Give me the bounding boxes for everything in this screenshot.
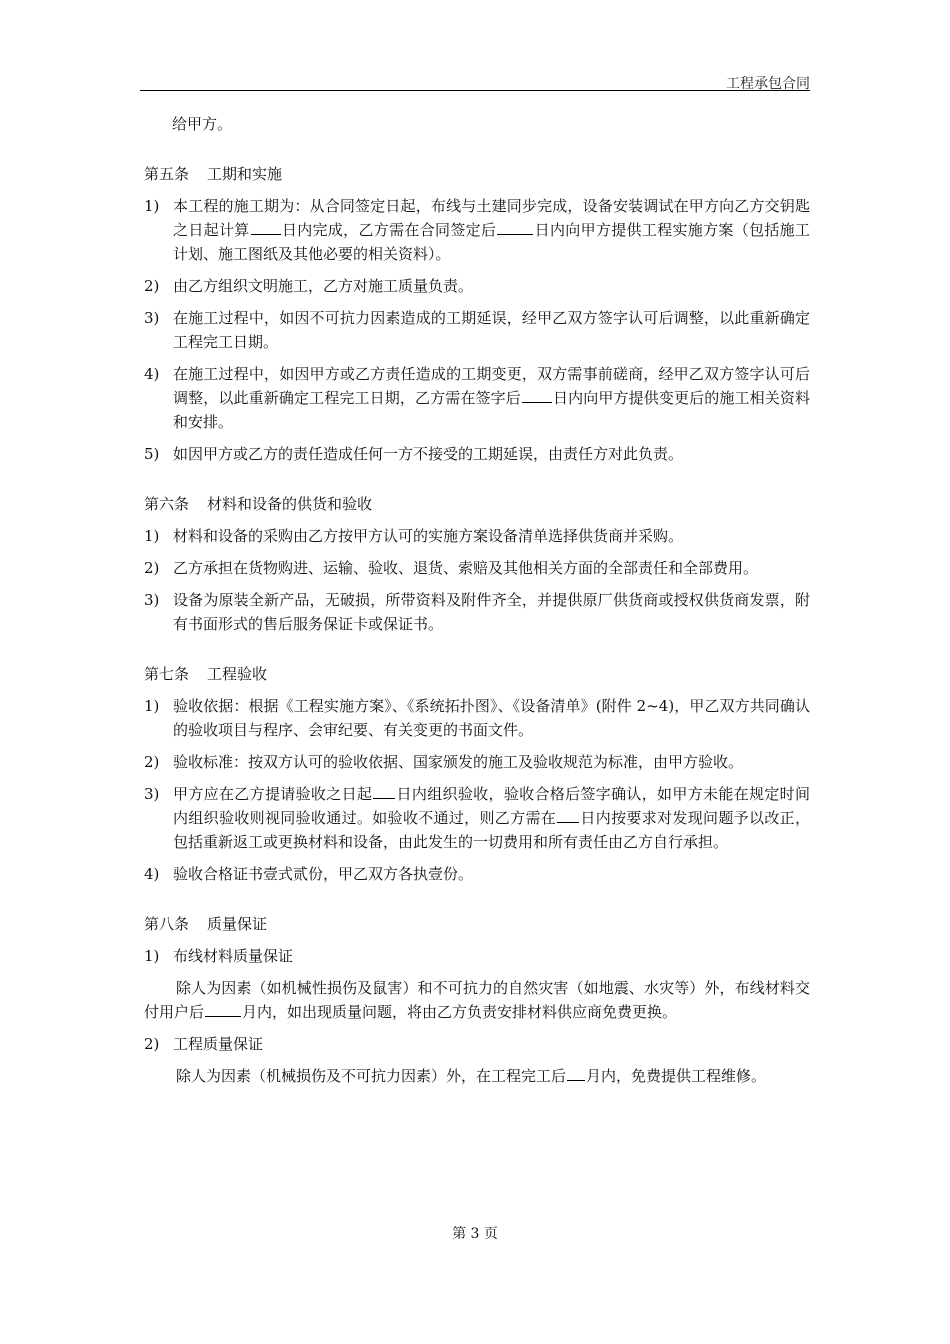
item-text: 由乙方组织文明施工，乙方对施工质量负责。 xyxy=(173,277,474,295)
list-item xyxy=(144,782,810,854)
paragraph xyxy=(144,1064,810,1088)
list-item xyxy=(144,694,810,742)
item-text: 验收合格证书壹式贰份，甲乙双方各执壹份。 xyxy=(173,865,474,883)
text-segment: 除人为因素（机械损伤及不可抗力因素）外，在工程完工后 xyxy=(176,1067,567,1085)
continuation-text: 给甲方。 xyxy=(172,115,233,133)
article-number: 第八条 xyxy=(144,915,190,933)
list-item xyxy=(144,556,810,580)
item-number: 3) xyxy=(144,309,160,327)
article-number: 第五条 xyxy=(144,165,190,183)
list-item xyxy=(144,1032,810,1056)
text-segment: 甲方应在乙方提请验收之日起 xyxy=(173,785,373,803)
item-number: 3) xyxy=(144,591,160,609)
item-text: 材料和设备的采购由乙方按甲方认可的实施方案设备清单选择供货商并采购。 xyxy=(173,527,684,545)
list-item xyxy=(144,194,810,266)
fill-blank xyxy=(205,1002,241,1017)
item-number: 4) xyxy=(144,865,160,883)
item-text: 如因甲方或乙方的责任造成任何一方不接受的工期延误，由责任方对此负责。 xyxy=(173,445,684,463)
list-item xyxy=(144,274,810,298)
header-title: 工程承包合同 xyxy=(726,76,810,92)
list-item xyxy=(144,750,810,774)
fill-blank xyxy=(557,808,579,823)
item-text: 乙方承担在货物购进、运输、验收、退货、索赔及其他相关方面的全部责任和全部费用。 xyxy=(173,559,759,577)
item-number: 5) xyxy=(144,445,160,463)
item-text xyxy=(173,782,810,854)
item-text xyxy=(173,362,810,434)
page-body xyxy=(144,112,810,1088)
list-item xyxy=(144,588,810,636)
item-text: 验收依据：根据《工程实施方案》、《系统拓扑图》、《设备清单》(附件 2~4)，甲乙双方共同确认的验收项目与程序、会审纪要、有关变更的书面文件。 xyxy=(173,697,810,739)
paragraph xyxy=(144,976,810,1024)
list-item xyxy=(144,306,810,354)
text-segment: 月内，免费提供工程维修。 xyxy=(586,1067,767,1085)
list-item xyxy=(144,362,810,434)
item-number: 3) xyxy=(144,785,160,803)
text-segment: 日内完成，乙方需在合同签定后 xyxy=(281,221,497,239)
text-segment: 日内组织验收，验收合格后签字确认，如甲方未能在规定时间内组织验收则视同验收通过。如验收不通过，则乙方需在 xyxy=(173,785,810,827)
item-text: 布线材料质量保证 xyxy=(173,947,294,965)
item-text: 工程质量保证 xyxy=(173,1035,264,1053)
text-segment: 除人为因素（如机械性损伤及鼠害）和不可抗力的自然灾害（如地震、水灾等）外，布线材料交付用户后 xyxy=(144,979,810,1021)
item-number: 2) xyxy=(144,753,160,771)
article-title: 工期和实施 xyxy=(207,165,283,183)
list-item xyxy=(144,524,810,548)
article-6 xyxy=(144,492,810,636)
item-number: 1) xyxy=(144,697,160,715)
item-text xyxy=(173,194,810,266)
article-heading xyxy=(144,162,810,186)
article-5 xyxy=(144,162,810,466)
list-item xyxy=(144,862,810,886)
item-number: 1) xyxy=(144,947,160,965)
text-segment: 月内，如出现质量问题，将由乙方负责安排材料供应商免费更换。 xyxy=(242,1003,678,1021)
article-heading xyxy=(144,492,810,516)
item-number: 2) xyxy=(144,559,160,577)
article-title: 工程验收 xyxy=(207,665,268,683)
text-segment: 日内按要求对发现问题予以改正，包括重新返工或更换材料和设备，由此发生的一切费用和所有责任由乙方自行承担。 xyxy=(173,809,810,851)
article-7 xyxy=(144,662,810,886)
fill-blank xyxy=(497,220,533,235)
article-heading xyxy=(144,912,810,936)
list-item xyxy=(144,944,810,968)
fill-blank xyxy=(373,784,395,799)
item-number: 4) xyxy=(144,365,160,383)
article-title: 质量保证 xyxy=(207,915,268,933)
item-number: 2) xyxy=(144,277,160,295)
header-rule xyxy=(140,90,810,91)
page-number: 第 3 页 xyxy=(452,1226,498,1242)
item-number: 2) xyxy=(144,1035,160,1053)
text-segment: 日内向甲方提供变更后的施工相关资料和安排。 xyxy=(173,389,810,431)
article-number: 第六条 xyxy=(144,495,190,513)
fill-blank xyxy=(567,1066,585,1081)
list-item xyxy=(144,442,810,466)
item-number: 1) xyxy=(144,197,160,215)
item-text: 验收标准：按双方认可的验收依据、国家颁发的施工及验收规范为标准，由甲方验收。 xyxy=(173,753,744,771)
fill-blank xyxy=(522,388,552,403)
item-text: 在施工过程中，如因不可抗力因素造成的工期延误，经甲乙双方签字认可后调整，以此重新确定工程完工日期。 xyxy=(173,309,810,351)
item-text: 设备为原装全新产品，无破损，所带资料及附件齐全，并提供原厂供货商或授权供货商发票，附有书面形式的售后服务保证卡或保证书。 xyxy=(173,591,810,633)
article-heading xyxy=(144,662,810,686)
text-segment: 日内向甲方提供工程实施方案（包括施工计划、施工图纸及其他必要的相关资料）。 xyxy=(173,221,810,263)
article-8 xyxy=(144,912,810,1088)
fill-blank xyxy=(251,220,281,235)
text-segment: 在施工过程中，如因甲方或乙方责任造成的工期变更，双方需事前磋商，经甲乙双方签字认可后调整，以此重新确定工程完工日期，乙方需在签字后 xyxy=(173,365,810,407)
article-number: 第七条 xyxy=(144,665,190,683)
text-segment: 本工程的施工期为：从合同签定日起，布线与土建同步完成，设备安装调试在甲方向乙方交钥匙之日起计算 xyxy=(173,197,810,239)
article-title: 材料和设备的供货和验收 xyxy=(207,495,373,513)
item-number: 1) xyxy=(144,527,160,545)
